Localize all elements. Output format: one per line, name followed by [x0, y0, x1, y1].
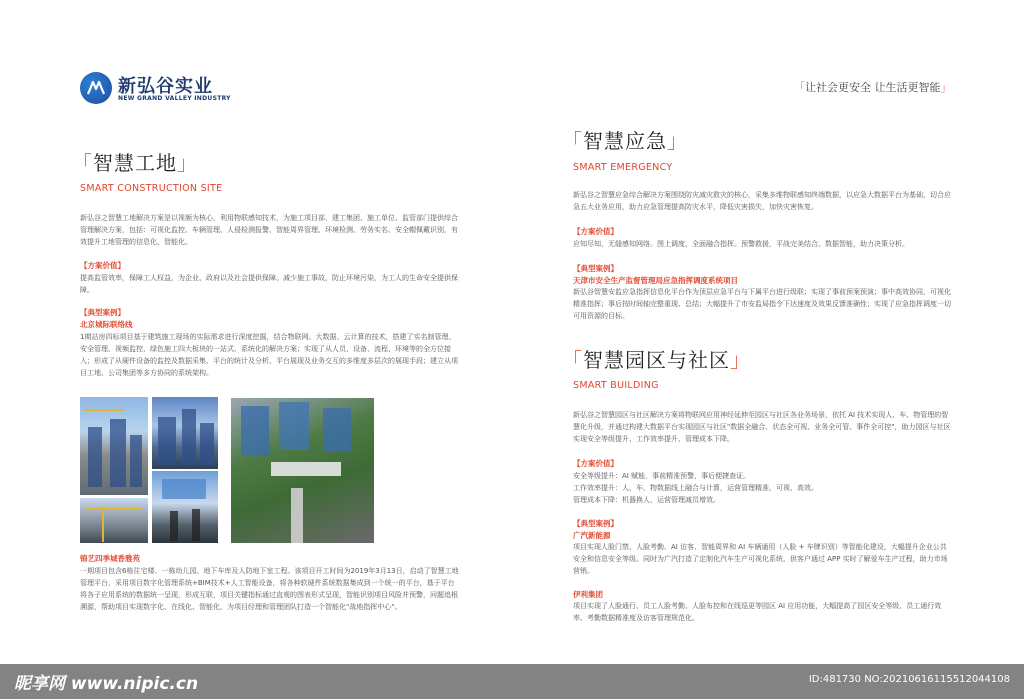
construction-case-tag: 【典型案例】: [80, 308, 125, 317]
building-value-line-1: 安全等级提升：AI 赋能，事前精准预警，事后便捷查证。: [573, 472, 751, 480]
slogan-text: 让社会更安全 让生活更智能: [805, 81, 941, 94]
slogan: 「让社会更安全 让生活更智能」: [794, 81, 952, 94]
construction-title: 「智慧工地」: [72, 151, 198, 175]
building-value-line-2: 工作效率提升：人、车、物数据线上融合与计算，运营管理精准、可视、高效。: [573, 484, 818, 492]
building-en-title: SMART BUILDING: [573, 380, 659, 391]
building-value-tag: 【方案价值】: [573, 459, 618, 468]
construction-photo-workers: [152, 471, 218, 543]
construction-intro: 新弘谷之智慧工地解决方案是以视频为核心，利用物联感知技术，为施工项目部、建工集团、施工单位、监管部门提供综合管理解决方案，包括：可视化监控、车辆管理、人侵检测报警、智能周界管理、环境检测、劳务实名、安全帽佩戴识别，有效提升工地管理的信息化、智能化。: [80, 214, 458, 246]
emergency-value-text: 应知尽知，无缝感知网络。图上调度，全面融合指挥。预警救援，平战完美结合。数据智能，助力决策分析。: [573, 240, 909, 248]
emergency-value-tag: 【方案价值】: [573, 227, 618, 236]
construction-value-text: 提高监管效率，保障工人权益，为企业、政府以及社会提供保障。减少施工事故，防止环境污染，为工人的生命安全提供保障。: [80, 274, 458, 294]
building-value-line-3: 管理成本下降：机器换人，运营管理减员增效。: [573, 496, 720, 504]
emergency-title: 「智慧应急」: [562, 129, 688, 153]
watermark-right: ID:481730 NO:20210616115512044108: [808, 674, 1010, 685]
construction-photo-towers: [80, 397, 148, 495]
emergency-en-title: SMART EMERGENCY: [573, 162, 673, 173]
building-case-tag: 【典型案例】: [573, 519, 618, 528]
watermark-left: 昵享网 www.nipic.cn: [14, 674, 199, 694]
emergency-case-tag: 【典型案例】: [573, 264, 618, 273]
construction-case2-text: 一期项目包含6栋住宅楼、一栋幼儿园、地下车库及人防地下室工程。该项目开工时间为2019年3月13日，启动了智慧工地管理平台，采用项目数字化管理系统+BIM技术+人工智能设备，将各种软硬件系统数据集成到一个统一的平台，基于平台将各子应用系统的数据统一呈现，形成互联，项目关键指标通过直观的图表形式呈现，智能识别项目风险并预警，问题追根溯源，帮助项目实现数字化、在线化、智能化，为项目经理和管理团队打造一个智能化"战地指挥中心"。: [80, 567, 459, 611]
emergency-case1-name: 天津市安全生产监督管理局应急指挥调度系统项目: [573, 276, 738, 285]
construction-photo-crane: [80, 498, 148, 543]
building-case2-text: 项目实现了人脸通行、员工人脸考勤、人脸布控和在线巡更等园区 AI 应用功能，大幅提高了园区安全等级、员工通行效率、考勤数据精准度及访客管理规范化。: [573, 602, 942, 622]
building-title: 「智慧园区与社区」: [562, 348, 751, 372]
brand-name-cn: 新弘谷实业: [118, 76, 213, 97]
building-case1-name: 广汽新能源: [573, 531, 611, 540]
construction-value-tag: 【方案价值】: [80, 261, 125, 270]
construction-case1-text: 1期站房四标项目基于建筑施工现场的实际需求进行深度挖掘，结合物联网、大数据、云计算的技术，搭建了实名制管理、安全管理、视频监控、绿色施工四大板块的一站式、系统化的解决方案；实现了从人员、设备、流程、环境等的全方位接入；形成了从硬件设备的监控及数据采集、平台的统计及分析、平台展现及业务交互的多维度多层次的展现手段；建立从项目工地、公司集团等多方协同的系统架构。: [80, 333, 458, 377]
construction-case2-name: 锦艺四季城香雅苑: [80, 554, 140, 563]
construction-photo-skyline: [152, 397, 218, 469]
emergency-intro: 新弘谷之智慧应急综合解决方案围绕防灾减灾救灾的核心，采集多维物联感知终端数据，以应急大数据平台为基础，切合应急五大业务应用，助力应急管理提高防灾水平，降低灾害损失，加快灾害恢复。: [573, 191, 951, 211]
building-case2-name: 伊利集团: [573, 590, 603, 599]
construction-en-title: SMART CONSTRUCTION SITE: [80, 183, 223, 194]
building-case1-text: 项目实现人脸门禁、人脸考勤、AI 访客、智能周界和 AI 车辆通用（人脸 + 车牌识别）等智能化建设，大幅提升企业公共安全和信息安全等级。同时为广汽打造了定制化汽车生产可视化系统，供客户通过 APP 实时了解爱车生产过程，助力市场营销。: [573, 543, 948, 575]
brand-name-en: NEW GRAND VALLEY INDUSTRY: [118, 95, 231, 102]
construction-site-aerial: [231, 398, 374, 543]
emergency-case1-text: 新弘谷智慧安监应急指挥信息化平台作为顶层应急平台与下属平台进行级联；实现了事前预案预演；事中高效协同、可视化精准指挥；事后按时间轴完整重现、总结；大幅提升了市安监局指令下达速度及效果反馈准确性；实现了应急指挥调度一切可用资源的目标。: [573, 288, 951, 320]
construction-case1-name: 北京城际联络线: [80, 320, 133, 329]
ngv-logo-icon: [86, 80, 106, 96]
building-intro: 新弘谷之智慧园区与社区解决方案将物联网应用神经延伸至园区与社区各业务场景，依托 AI 技术实现人、车、物管理的智慧化升级，并通过构建大数据平台实现园区与社区"数据全融合、状态全可视、业务全可管、事件全可控"，助力园区与社区实现安全等级提升、工作效率提升、管理成本下降。: [573, 411, 951, 443]
